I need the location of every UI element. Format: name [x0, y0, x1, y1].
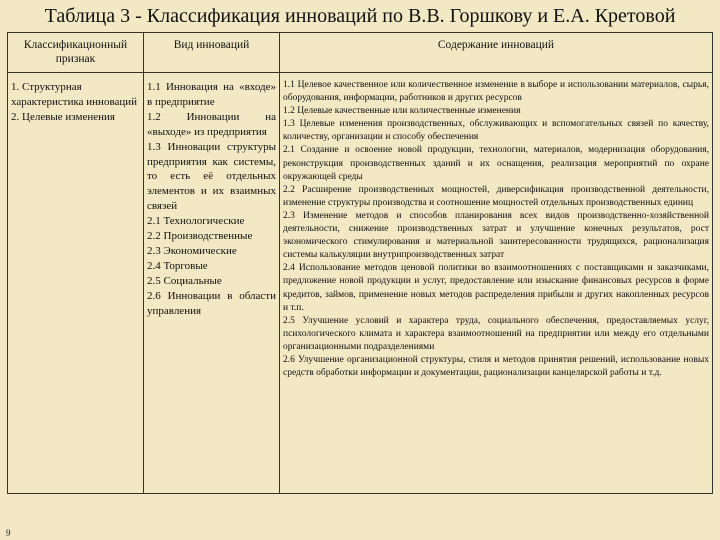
header-classification-feature: Классификационный признак — [8, 33, 144, 73]
type-item: 1.1 Инновация на «входе» в предприятие — [147, 81, 276, 108]
type-item: 2.4 Торговые — [147, 259, 208, 272]
type-item: 2.5 Социальные — [147, 274, 222, 287]
classification-table — [7, 32, 713, 494]
content-item: 2.2 Расширение производственных мощностей, диверсификация производственной деятельности, изменение структуры производства и соотношение мощностей отдельных производственных единиц — [283, 184, 709, 208]
feature-item: 1. Структурная характеристика инноваций — [11, 81, 138, 108]
content-item: 1.3 Целевые изменения производственных, обслуживающих и вспомогательных связей по качеству, количеству, организации и способу обеспечения — [283, 119, 709, 143]
header-innovation-type: Вид инноваций — [144, 33, 280, 73]
type-item: 2.2 Производственные — [147, 230, 253, 243]
content-item: 1.1 Целевое качественное или количественное изменение в выборе и использовании материалов, сырья, оборудования, информации, работников и других ресурсов — [283, 80, 709, 104]
content-item: 2.5 Улучшение условий и характера труда, социального обеспечения, предоставляемых услуг, психологического климата и характера взаимоотношений на предприятии или между его отдельными организационными подразделениями — [283, 315, 709, 352]
feature-item: 2. Целевые изменения — [11, 110, 115, 123]
classification-feature-cell — [8, 73, 144, 494]
page-title: Таблица 3 - Классификация инноваций по В.В. Горшкову и Е.А. Кретовой — [44, 5, 676, 27]
header-innovation-content: Содержание инноваций — [280, 33, 713, 73]
table-header-row — [8, 33, 713, 73]
content-item: 2.4 Использование методов ценовой политики во взаимоотношениях с поставщиками и заказчиками, предложение новой продукции и услуг, предоставление или изыскание финансовых ресурсов в форме кредитов, займов, применение новых методов распределения прибыли и других накопленных ресурсов и т.п. — [283, 263, 709, 313]
content-item: 2.6 Улучшение организационной структуры, стиля и методов принятия решений, использование новых средств обработки информации и документации, рационализации канцелярской работы и т.д. — [283, 354, 709, 379]
type-item: 1.2 Инновации на «выходе» из предприятия — [147, 110, 276, 138]
content-item: 1.2 Целевые качественные или количественные изменения — [283, 106, 521, 117]
content-item: 2.3 Изменение методов и способов планирования всех видов производственно-хозяйственной деятельности, снижение производственных затрат и улучшение конечных результатов, рост экономического стимулирования и материальной заинтересованности трудящихся, рационализация системы калькуляции внутрипроизводственных затрат — [283, 210, 709, 261]
type-item: 1.3 Инновации структуры предприятия как системы, то есть её отдельных элементов и их взаимных связей — [147, 140, 276, 213]
table-row — [8, 73, 713, 494]
type-item: 2.1 Технологические — [147, 215, 245, 228]
innovation-type-cell — [144, 73, 280, 494]
page-number: 9 — [6, 528, 11, 538]
content-item: 2.1 Создание и освоение новой продукции, технологии, материалов, модернизация оборудования, реконструкция производственных зданий и их оснащения, реализация мероприятий по охране окружающей среды — [283, 145, 709, 182]
type-item: 2.6 Инновации в области управления — [147, 289, 276, 317]
type-item: 2.3 Экономические — [147, 244, 237, 257]
innovation-content-cell — [280, 73, 713, 494]
